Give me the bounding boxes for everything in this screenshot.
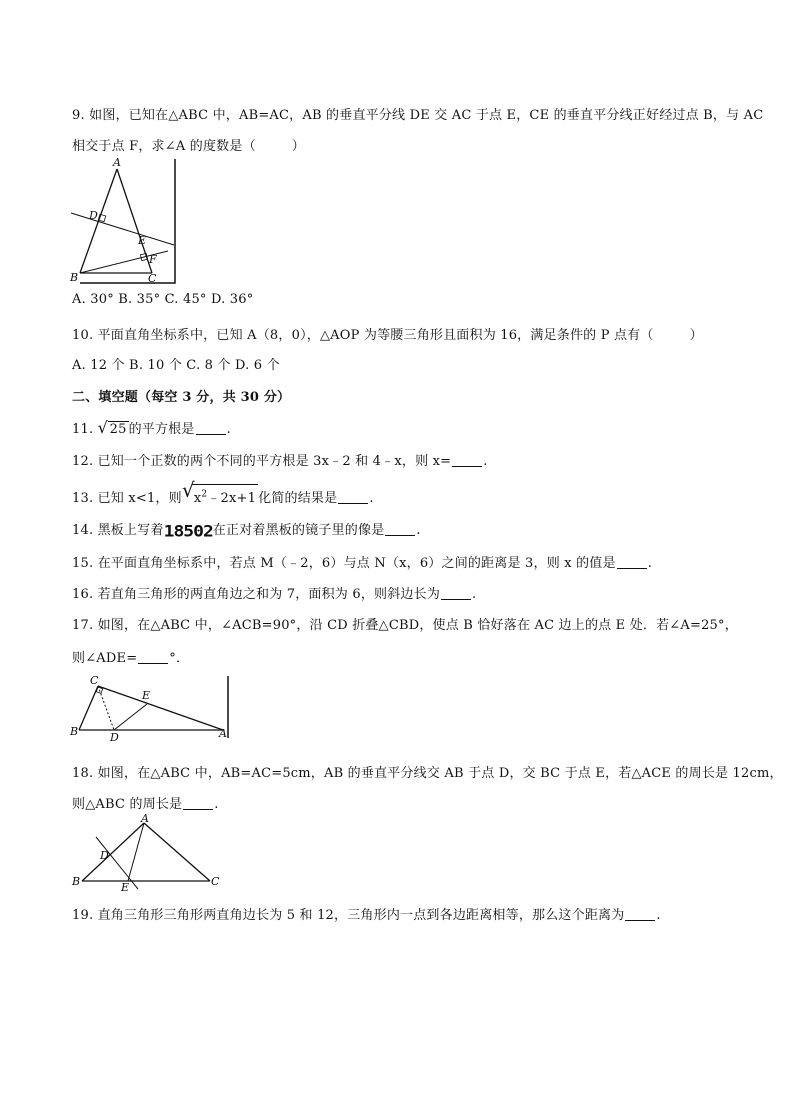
q12 bbox=[72, 450, 488, 469]
q17-label-e: E bbox=[142, 689, 151, 702]
q17-line2-prefix: 则∠ADE= bbox=[72, 651, 138, 666]
q11 bbox=[72, 418, 231, 437]
q13-sqrt: √ $x^2﹣2x+1$ bbox=[181, 478, 257, 506]
q18-side-ab bbox=[82, 823, 144, 881]
q11-end: . bbox=[226, 422, 231, 437]
q14-prefix: 14. 黑板上写着 bbox=[72, 523, 164, 538]
q19-end: . bbox=[656, 908, 661, 923]
q17-fold-cd bbox=[98, 686, 114, 730]
q18-label-d: D bbox=[100, 849, 109, 862]
q16-text: 16. 若直角三角形的两直角边之和为 7，面积为 6，则斜边长为 bbox=[72, 587, 441, 602]
q9-bisector-de bbox=[71, 213, 174, 245]
q18-label-e: E bbox=[121, 881, 130, 893]
q13-radicand-b: ﹣2x+1 bbox=[207, 491, 257, 506]
q18-figure bbox=[68, 813, 228, 893]
q17-label-b: B bbox=[70, 725, 79, 738]
q19-text: 19. 直角三角形三角形两直角边长为 5 和 12，三角形内一点到各边距离相等，那么这个距离为 bbox=[72, 908, 625, 923]
q18-label-c: C bbox=[211, 875, 220, 888]
q12-end: . bbox=[483, 454, 488, 469]
q9-line2-end: ） bbox=[291, 139, 305, 154]
q11-sqrt: √ 25 bbox=[97, 418, 127, 437]
q11-suffix: 的平方根是 bbox=[128, 422, 195, 437]
q12-text: 12. 已知一个正数的两个不同的平方根是 3x﹣2 和 4﹣x，则 x= bbox=[72, 454, 452, 469]
q10-options: A. 12 个 B. 10 个 C. 8 个 D. 6 个 bbox=[72, 358, 280, 373]
q9-label-b: B bbox=[70, 271, 79, 284]
q13-blank[interactable] bbox=[338, 491, 368, 504]
q14-suffix: 在正对着黑板的镜子里的像是 bbox=[212, 523, 385, 538]
q17-label-d: D bbox=[110, 731, 119, 742]
q17-segment-de bbox=[114, 704, 147, 730]
q10-line bbox=[72, 324, 703, 343]
q11-radicand: 25 bbox=[109, 422, 127, 437]
q9-label-c: C bbox=[148, 272, 157, 285]
q17-line1: 17. 如图，在△ABC 中，∠ACB=90°，沿 CD 折叠△CBD，使点 B 恰好落在 AC 边上的点 E 处．若∠A=25°， bbox=[72, 618, 738, 633]
q17-figure bbox=[68, 672, 232, 742]
q18-blank[interactable] bbox=[183, 797, 213, 810]
q18-segment-ae bbox=[128, 823, 144, 881]
q14 bbox=[72, 519, 421, 542]
q18-line1: 18. 如图，在△ABC 中，AB=AC=5cm，AB 的垂直平分线交 AB 于点 D，交 BC 于点 E，若△ACE 的周长是 12cm， bbox=[72, 766, 783, 781]
q9-side-ac bbox=[117, 169, 152, 273]
q14-blank[interactable] bbox=[385, 523, 415, 536]
q9-label-a: A bbox=[113, 156, 121, 169]
section-heading: 二、填空题（每空 3 分，共 30 分） bbox=[72, 390, 291, 405]
q11-blank[interactable] bbox=[196, 422, 226, 435]
q9-options: A. 30° B. 35° C. 45° D. 36° bbox=[72, 292, 254, 307]
q15-text: 15. 在平面直角坐标系中，若点 M（﹣2，6）与点 N（x，6）之间的距离是 3，则 x 的值是 bbox=[72, 556, 616, 571]
q18-line2-end: . bbox=[214, 797, 219, 812]
q17-side-cb bbox=[79, 686, 98, 730]
q9-label-e: E bbox=[138, 234, 147, 247]
q15 bbox=[72, 552, 652, 571]
q13-exponent: 2 bbox=[201, 489, 208, 500]
q10-text-end: ） bbox=[689, 328, 703, 343]
q17-label-a: A bbox=[219, 727, 227, 740]
q15-blank[interactable] bbox=[617, 556, 647, 569]
q9-line2-text: 相交于点 F，求∠A 的度数是（ bbox=[72, 139, 256, 154]
q9-label-f: F bbox=[149, 253, 157, 266]
q14-digital-number: 18502 bbox=[163, 522, 213, 541]
q17-line2-suffix: °． bbox=[169, 651, 190, 666]
q16-end: . bbox=[472, 587, 477, 602]
q14-end: . bbox=[416, 523, 421, 538]
q18-line2 bbox=[72, 793, 219, 812]
q12-blank[interactable] bbox=[452, 454, 482, 467]
q13-end: . bbox=[369, 491, 374, 506]
q19 bbox=[72, 904, 661, 923]
q9-line1: 9. 如图，已知在△ABC 中，AB=AC，AB 的垂直平分线 DE 交 AC 于点 E，CE 的垂直平分线正好经过点 B，与 AC bbox=[72, 108, 764, 123]
q18-label-b: B bbox=[72, 875, 81, 888]
q13-suffix: 化简的结果是 bbox=[258, 491, 338, 506]
q9-label-d: D bbox=[89, 209, 98, 222]
q17-side-ca bbox=[98, 686, 223, 730]
q18-side-ac bbox=[144, 823, 210, 881]
q18-label-a: A bbox=[141, 813, 149, 825]
q16 bbox=[72, 583, 476, 602]
q17-label-c: C bbox=[90, 674, 99, 687]
q17-line2 bbox=[72, 647, 189, 666]
q13-prefix: 13. 已知 x<1，则 bbox=[72, 491, 182, 506]
q17-blank[interactable] bbox=[138, 651, 168, 664]
q13-radicand-a: x bbox=[193, 491, 202, 506]
q13 bbox=[72, 478, 374, 506]
q9-figure bbox=[68, 155, 180, 287]
q9-side-ab bbox=[80, 169, 117, 273]
q19-blank[interactable] bbox=[625, 908, 655, 921]
q18-line2-prefix: 则△ABC 的周长是 bbox=[72, 797, 183, 812]
q15-end: . bbox=[647, 556, 653, 571]
q16-blank[interactable] bbox=[441, 587, 471, 600]
q10-text: 10. 平面直角坐标系中，已知 A（8，0），△AOP 为等腰三角形且面积为 16，满足条件的 P 点有（ bbox=[72, 328, 654, 343]
q11-prefix: 11. bbox=[72, 422, 98, 437]
q9-line2 bbox=[72, 135, 305, 154]
